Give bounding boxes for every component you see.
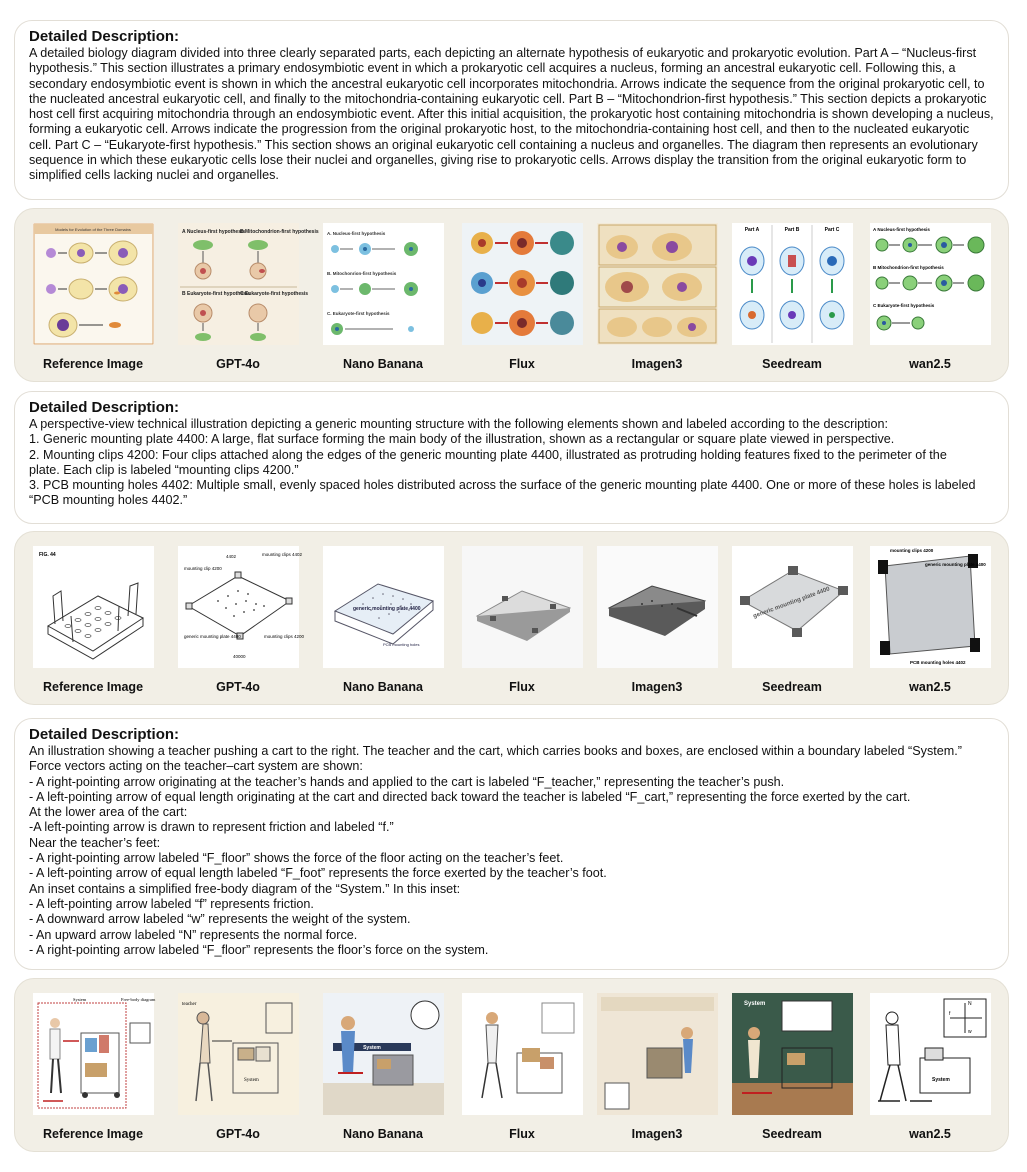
- gpt-system: System: [244, 1078, 259, 1083]
- caption: Nano Banana: [343, 1127, 423, 1141]
- caption: Seedream: [762, 1127, 822, 1141]
- seed-a: Part A: [744, 227, 760, 233]
- nano-plate: generic mounting plate 4400: [353, 606, 421, 612]
- seedream-image-cell: [732, 993, 853, 1141]
- wan-w: w: [968, 1029, 972, 1035]
- wan-c: C Eukaryote-first hypothesis: [873, 303, 935, 308]
- nano-banana-image: [323, 546, 444, 668]
- seedream-image: [732, 993, 853, 1115]
- gpt4o-image: [178, 993, 299, 1115]
- nano-banana-image-cell: [323, 223, 444, 371]
- description-line: 2. Mounting clips 4200: Four clips attached along the edges of the generic mounting plate 4400, illustrated as protruding holding features fixed to the perimeter of the: [29, 447, 947, 462]
- description-line: - An upward arrow labeled “N” represents the normal force.: [29, 927, 358, 942]
- gpt-4402: 4402: [226, 554, 237, 559]
- caption: Flux: [509, 1127, 535, 1141]
- gpt-clip: mounting clip 4200: [184, 566, 222, 571]
- description-line: Near the teacher’s feet:: [29, 835, 161, 850]
- description-heading: Detailed Description:: [29, 28, 180, 45]
- imagen3-image: [597, 993, 718, 1115]
- caption: GPT-4o: [216, 357, 260, 371]
- description-line: - A right-pointing arrow originating at the teacher’s hands and applied to the cart is labeled “F_teacher,” representing the teacher’s push.: [29, 774, 785, 789]
- flux-image-cell: [462, 993, 583, 1141]
- gpt-clips: mounting clips 4402: [262, 552, 303, 557]
- wan-plate: generic mounting plate 4400: [925, 562, 986, 567]
- nano-banana-image: [323, 993, 444, 1115]
- seedream-image: [732, 546, 853, 668]
- comparison-strip-3: [14, 978, 1009, 1152]
- caption: Flux: [509, 357, 535, 371]
- flux-image-cell: [462, 546, 583, 694]
- seedream-image-cell: [732, 223, 853, 371]
- description-line: - A left-pointing arrow of equal length labeled “F_foot” represents the force exerted by the teacher’s foot.: [29, 866, 607, 881]
- nano-system: System: [363, 1045, 381, 1051]
- wan-system: System: [932, 1077, 950, 1083]
- description-card-2: [14, 391, 1009, 524]
- imagen3-image-cell: [597, 546, 718, 694]
- caption: Imagen3: [631, 680, 683, 694]
- caption: Flux: [509, 680, 535, 694]
- gpt-label-b: B Mitochondrion-first hypothesis: [240, 229, 319, 235]
- wan-holes: PCB mounting holes 4402: [910, 660, 966, 665]
- reference-image-cell: [33, 223, 154, 371]
- gpt-clips2: mounting clips 4200: [264, 634, 305, 639]
- caption: Nano Banana: [343, 680, 423, 694]
- seed-system: System: [744, 1001, 766, 1007]
- wan25-image: [870, 546, 991, 668]
- seed-c: Part C: [824, 227, 840, 233]
- imagen3-image: [597, 546, 718, 668]
- ref-fig: FIG. 44: [39, 552, 56, 558]
- comparison-strip-1: [14, 208, 1009, 382]
- nano-label-c: C. Eukaryote-first hypothesis: [327, 311, 390, 316]
- gpt4o-image-cell: [178, 223, 319, 371]
- description-line: - A right-pointing arrow labeled “F_floor” shows the force of the floor acting on the teacher’s feet.: [29, 851, 564, 866]
- description-line: - A downward arrow labeled “w” represents the weight of the system.: [29, 912, 411, 927]
- description-card-3: [14, 718, 1009, 970]
- description-line: An inset contains a simplified free-body diagram of the “System.” In this inset:: [29, 881, 461, 896]
- caption: Seedream: [762, 680, 822, 694]
- ref-fbd: Free-body diagram: [121, 997, 156, 1002]
- wan25-image-cell: [870, 223, 991, 371]
- gpt4o-image: [178, 546, 305, 668]
- gpt-label-c: B Eukaryote-first hypothesis: [182, 291, 251, 297]
- caption: Reference Image: [42, 1127, 144, 1141]
- nano-holes: PCB mounting holes: [383, 642, 420, 647]
- reference-image-cell: [33, 546, 154, 694]
- caption: wan2.5: [909, 357, 951, 371]
- nano-banana-image-cell: [323, 546, 444, 694]
- gpt-label-a: A Nucleus-first hypothesis: [182, 229, 246, 235]
- wan25-image: [870, 993, 991, 1115]
- wan25-image-cell: [870, 993, 991, 1141]
- gpt-teacher: teacher: [182, 1002, 197, 1007]
- description-line: - A left-pointing arrow labeled “f” represents friction.: [29, 896, 314, 911]
- description-card-1: [14, 20, 1009, 200]
- caption: wan2.5: [909, 1127, 951, 1141]
- reference-image: [33, 546, 154, 668]
- seed-b: Part B: [784, 227, 800, 233]
- wan-f: f: [949, 1011, 951, 1017]
- flux-image: [462, 546, 583, 668]
- nano-label-b: B. Mitochonrion-first hypothesis: [327, 271, 397, 276]
- caption: Imagen3: [631, 357, 683, 371]
- gpt-40000: 40000: [233, 654, 246, 659]
- wan-b: B Mitochondrion-first hypothesis: [873, 265, 944, 270]
- nano-banana-image: [323, 223, 444, 345]
- description-line: Force vectors acting on the teacher–cart system are shown:: [29, 759, 363, 774]
- description-line: - A left-pointing arrow of equal length originating at the cart and directed back toward the teacher is labeled “F_cart,” representing the force exerted by the cart.: [29, 789, 911, 804]
- flux-image-cell: [462, 223, 583, 371]
- ref-title: Models for Evolution of the Three Domains: [55, 227, 131, 232]
- seedream-image-cell: [732, 546, 853, 694]
- gpt4o-image: [178, 223, 319, 345]
- description-line: - A right-pointing arrow labeled “F_floor” represents the floor’s force on the system.: [29, 942, 489, 957]
- nano-label-a: A. Nucleus-first hypothesis: [327, 231, 386, 236]
- caption: GPT-4o: [216, 680, 260, 694]
- wan-clips: mounting clips 4200: [890, 548, 934, 553]
- imagen3-image-cell: [597, 993, 718, 1141]
- flux-image: [462, 993, 583, 1115]
- reference-image-cell: [33, 993, 156, 1141]
- imagen3-image-cell: [597, 223, 718, 371]
- wan-a: A Nucleus-first hypothesis: [873, 227, 930, 232]
- description-line: A perspective-view technical illustration depicting a generic mounting structure with the following elements shown and labeled according to the description:: [29, 417, 888, 431]
- description-line: plate. Each clip is labeled “mounting clips 4200.”: [29, 462, 299, 477]
- comparison-strip-2: [14, 531, 1009, 705]
- description-line: -A left-pointing arrow is drawn to represent friction and labeled “f.”: [29, 820, 394, 835]
- description-line: “PCB mounting holes 4402.”: [29, 493, 188, 508]
- description-line: At the lower area of the cart:: [29, 805, 188, 820]
- caption: Seedream: [762, 357, 822, 371]
- description-heading: Detailed Description:: [29, 726, 180, 743]
- flux-image: [462, 223, 583, 345]
- wan25-image: [870, 223, 991, 345]
- caption: Nano Banana: [343, 357, 423, 371]
- caption: Imagen3: [631, 1127, 683, 1141]
- caption: GPT-4o: [216, 1127, 260, 1141]
- seedream-image: [732, 223, 853, 345]
- gpt-plate: generic mounting plate 4400: [184, 634, 241, 639]
- caption: Reference Image: [42, 357, 144, 371]
- description-text: A detailed biology diagram divided into three clearly separated parts, each depicting an alternate hypothesis of eukaryotic and prokaryotic evolution. Part A – “Nucleus-first hypothesis.” This section illustrates a primary endosymbiotic event in which a prokaryotic cell acquires a nucleus, forming an ancestral eukaryotic cell. Following this, a secondary endosymbiotic event is shown in which the ancestral eukaryotic cell incorporates mitochondria. Arrows indicate the sequence from the original prokaryotic cell, to the nucleated ancestral eukaryotic cell, and finally to the mitochondria-containing eukaryotic cell. Part B – “Mitochondrion-first hypothesis.” This section depicts a prokaryotic host cell first acquiring mitochondria through an endosymbiotic event. After this initial acquisition, the prokaryotic host containing mitochondria is shown developing a nucleus, forming a eukaryotic cell. Arrows indicate the progression from the original prokaryotic host, to the mitochondria-containing host cell, and then to the nucleated eukaryotic cell. Part C – “Eukaryote-first hypothesis.” This section shows an original eukaryotic cell containing a nucleus and organelles. The diagram then represents an evolutionary sequence in which these eukaryotic cells lose their nuclei and organelles, giving rise to prokaryotic cells. Arrows display the transition from the original eukaryotic form to simplified cells lacking nuclei and organelles.: [29, 46, 994, 183]
- nano-banana-image-cell: [323, 993, 444, 1141]
- gpt4o-image-cell: [178, 546, 305, 694]
- wan25-image-cell: [870, 546, 991, 694]
- description-heading: Detailed Description:: [29, 399, 180, 416]
- ref-system: System: [73, 997, 87, 1002]
- gpt-label-c2: C Eukaryote-first hypothesis: [240, 291, 309, 297]
- reference-image: [33, 223, 154, 345]
- reference-image: [33, 993, 154, 1115]
- caption: wan2.5: [909, 680, 951, 694]
- description-line: 1. Generic mounting plate 4400: A large, flat surface forming the main body of the illustration, shown as a rectangular or square plate viewed in perspective.: [29, 432, 895, 447]
- description-line: An illustration showing a teacher pushing a cart to the right. The teacher and the cart, which carries books and boxes, are enclosed within a boundary labeled “System.”: [29, 744, 962, 758]
- wan-n: N: [968, 1001, 972, 1007]
- gpt4o-image-cell: [178, 993, 299, 1141]
- description-line: 3. PCB mounting holes 4402: Multiple small, evenly spaced holes distributed across the surface of the generic mounting plate 4400. One or more of these holes is labeled: [29, 478, 976, 493]
- imagen3-image: [597, 223, 718, 345]
- seed-plate: generic mounting plate 4400: [752, 586, 831, 620]
- caption: Reference Image: [42, 680, 144, 694]
